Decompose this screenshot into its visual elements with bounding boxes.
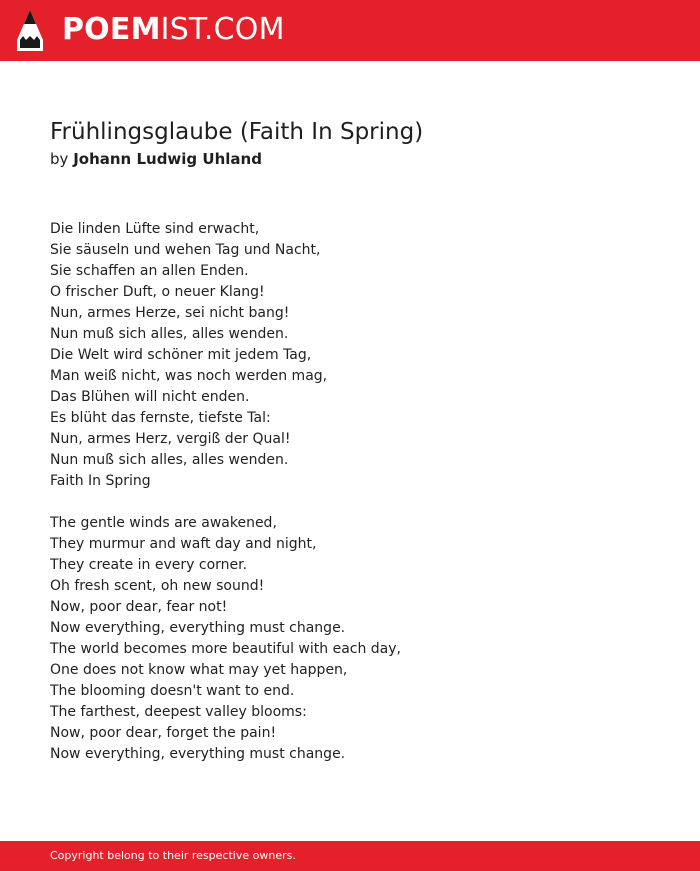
poem-line: Oh fresh scent, oh new sound! (50, 578, 265, 594)
byline (50, 148, 262, 170)
site-footer (0, 841, 700, 871)
poem-line: Now, poor dear, fear not! (50, 599, 228, 615)
poem-stanza (50, 513, 670, 765)
poem-body (50, 219, 670, 786)
logo-bold-text: POEM (62, 12, 161, 47)
site-logo[interactable] (62, 12, 285, 48)
poem-line: Das Blühen will nicht enden. (50, 389, 250, 405)
poem-line: Die linden Lüfte sind erwacht, (50, 221, 260, 237)
poem-line: Die Welt wird schöner mit jedem Tag, (50, 347, 312, 363)
poem-line: The blooming doesn't want to end. (50, 683, 295, 699)
poem-line: Es blüht das fernste, tiefste Tal: (50, 410, 271, 426)
poem-line: They create in every corner. (50, 557, 248, 573)
by-label: by (50, 150, 69, 168)
poem-line: The gentle winds are awakened, (50, 515, 277, 531)
pencil-icon (17, 10, 43, 51)
poem-line: Now everything, everything must change. (50, 746, 346, 762)
poem-line: The world becomes more beautiful with each day, (50, 641, 401, 657)
poem-line: Nun muß sich alles, alles wenden. (50, 326, 289, 342)
poem-line: They murmur and waft day and night, (50, 536, 317, 552)
poem-line: Nun muß sich alles, alles wenden. (50, 452, 289, 468)
poem-line: O frischer Duft, o neuer Klang! (50, 284, 265, 300)
poem-line: Faith In Spring (50, 473, 151, 489)
site-header (0, 0, 700, 61)
poem-stanza (50, 219, 670, 492)
poem-line: Sie schaffen an allen Enden. (50, 263, 249, 279)
poem-line: Man weiß nicht, was noch werden mag, (50, 368, 328, 384)
poem-line: Sie säuseln und wehen Tag und Nacht, (50, 242, 321, 258)
logo-light-text: IST.COM (160, 12, 285, 47)
poem-line: The farthest, deepest valley blooms: (50, 704, 307, 720)
poem-line: Now, poor dear, forget the pain! (50, 725, 277, 741)
poem-line: Now everything, everything must change. (50, 620, 346, 636)
poem-line: Nun, armes Herz, vergiß der Qual! (50, 431, 291, 447)
poem-title: Frühlingsglaube (Faith In Spring) (50, 119, 424, 145)
author-name: Johann Ludwig Uhland (73, 150, 262, 168)
copyright-text: Copyright belong to their respective owners. (50, 849, 296, 862)
poem-line: One does not know what may yet happen, (50, 662, 348, 678)
poem-line: Nun, armes Herze, sei nicht bang! (50, 305, 290, 321)
